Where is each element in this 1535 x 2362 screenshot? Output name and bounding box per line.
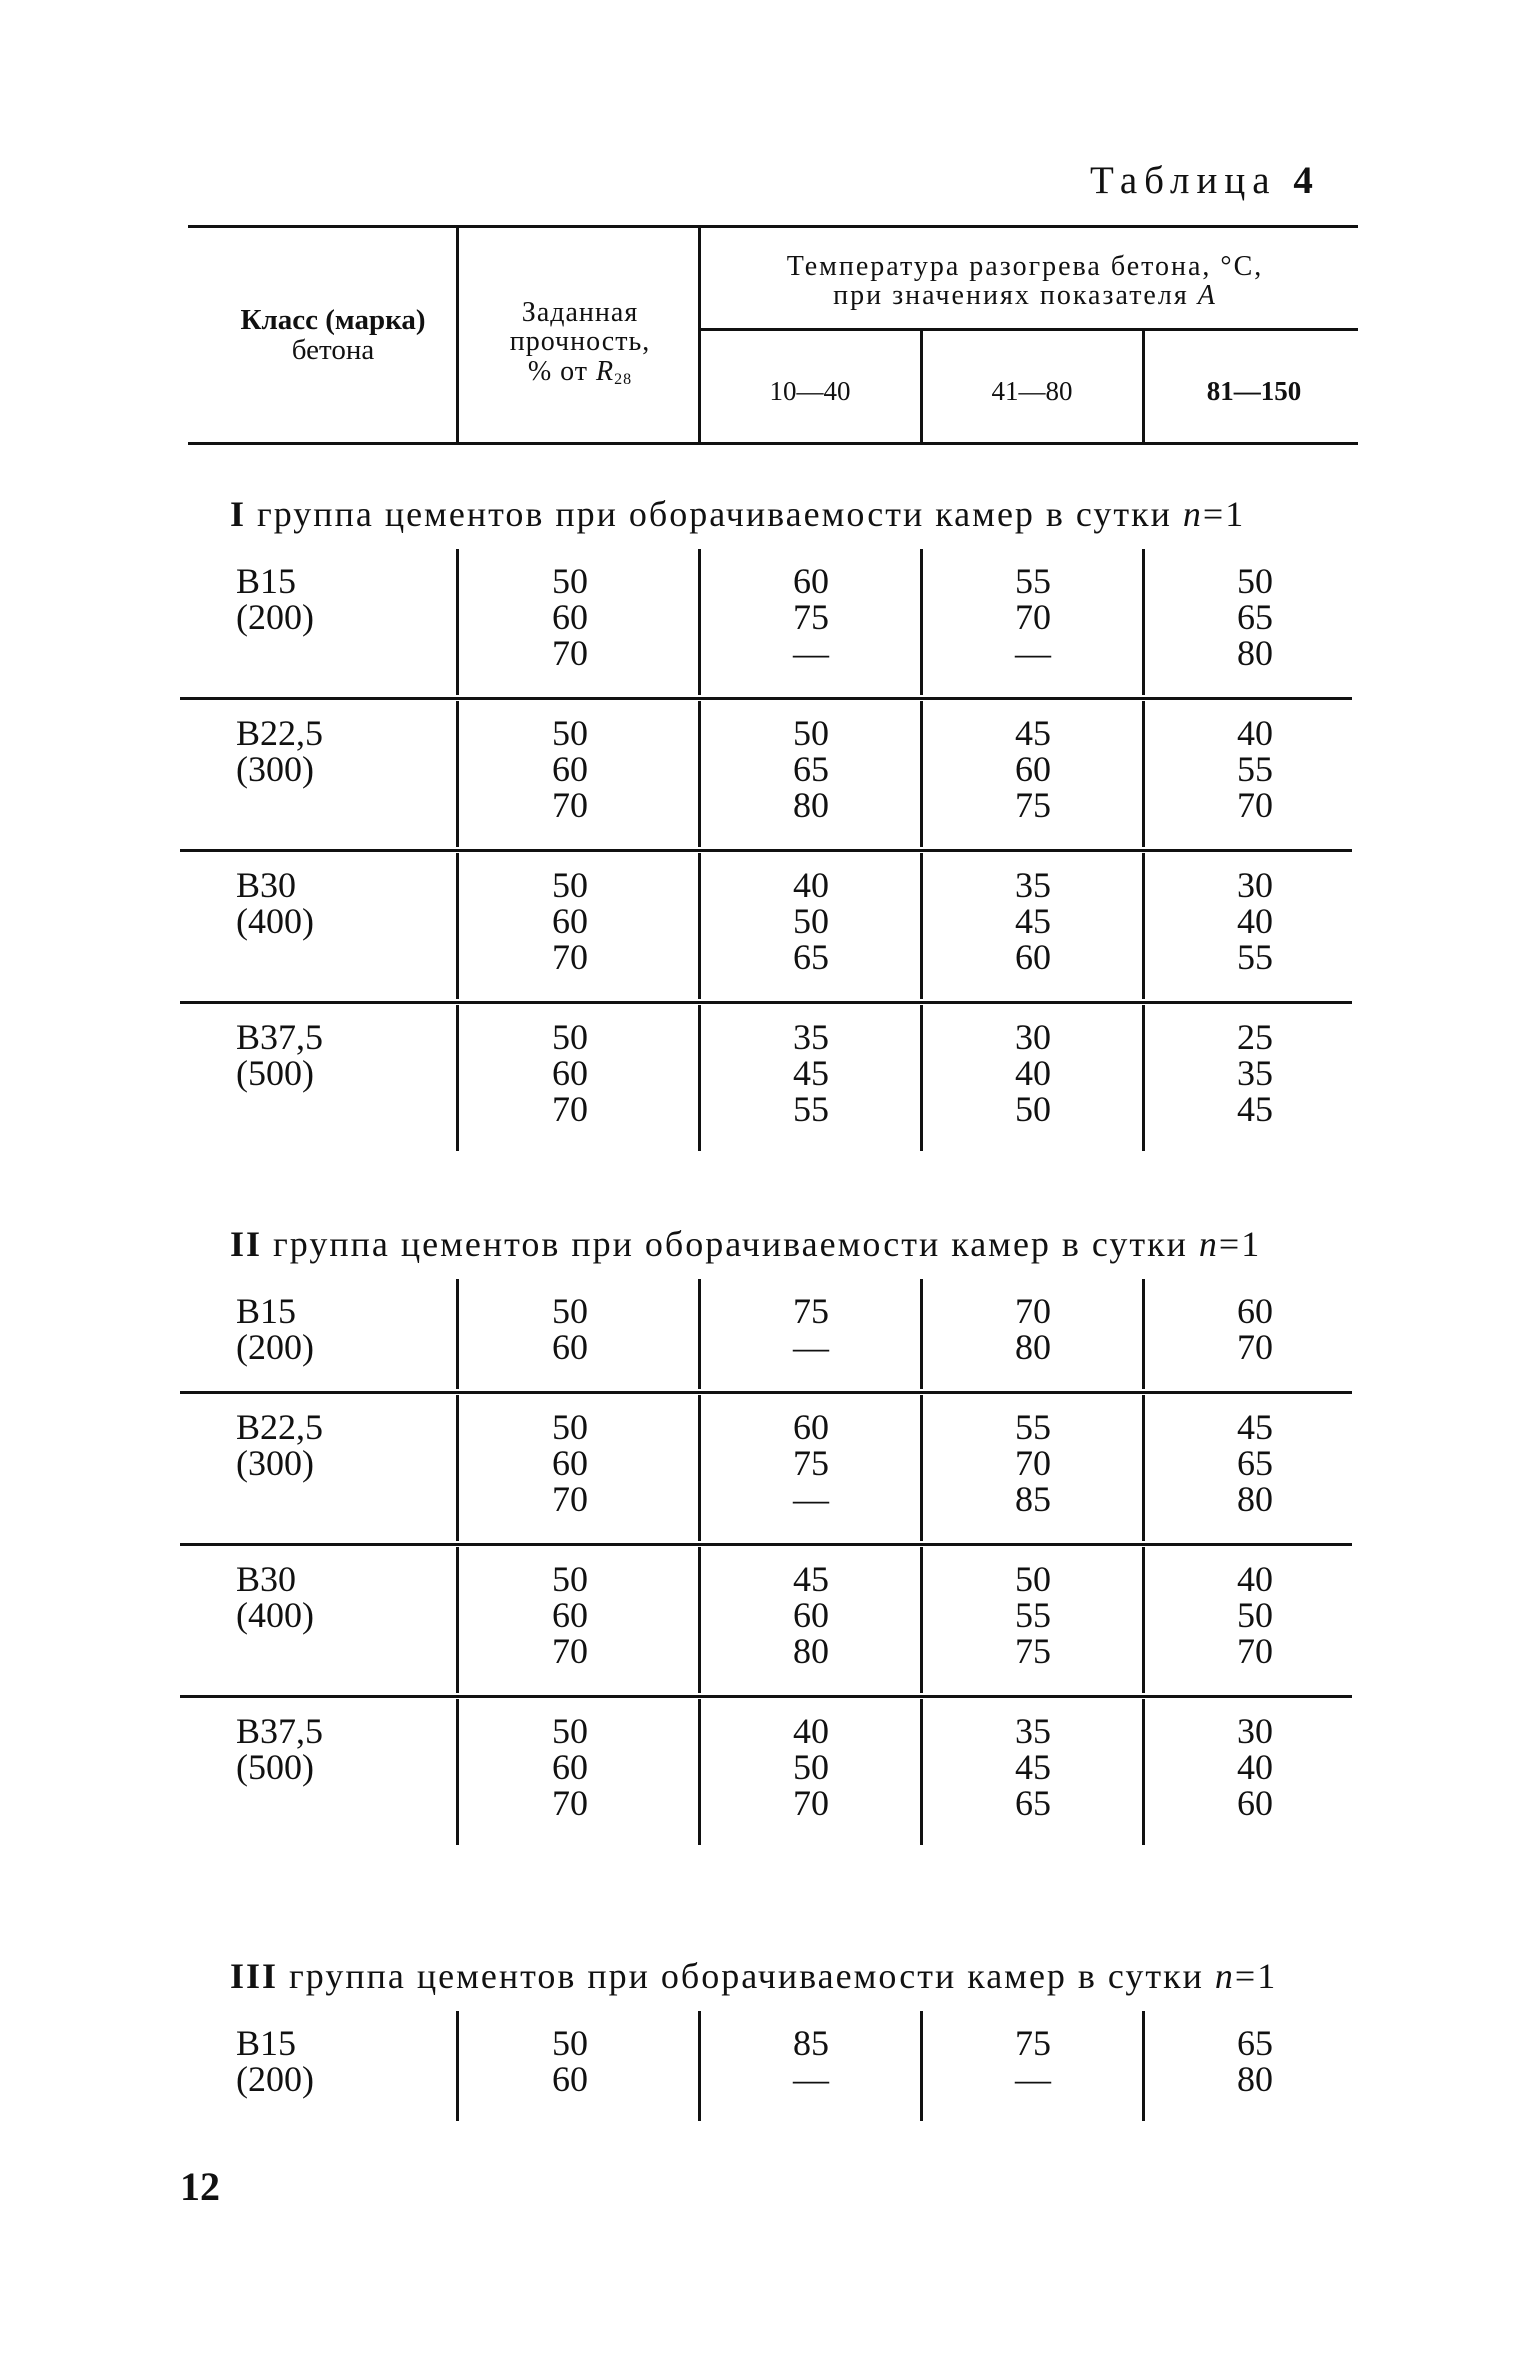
cell-temp-range-2-value: 75: [1015, 785, 1051, 825]
cell-temp-range-3: [1144, 1561, 1366, 1669]
column-divider: [698, 1005, 701, 1151]
cell-temp-range-3: [1144, 1019, 1366, 1127]
column-divider: [698, 2011, 701, 2121]
cell-concrete-class-value: B22,5: [236, 1407, 324, 1447]
cell-temp-range-2-value: 80: [1015, 1327, 1051, 1367]
header-heating-temperature-symbol: A: [1197, 280, 1217, 312]
cell-temp-range-1-value: 75: [793, 1291, 829, 1331]
cell-temp-range-3: [1144, 563, 1366, 671]
cell-temp-range-1-value: 65: [793, 749, 829, 789]
cell-temp-range-2-value: 30: [1015, 1017, 1051, 1057]
header-target-strength-line-2: прочность,: [509, 326, 651, 358]
cell-temp-range-2-value: 70: [1015, 1291, 1051, 1331]
cell-temp-range-2-value: 45: [1015, 901, 1051, 941]
cell-target-strength-value: 70: [552, 633, 588, 673]
cell-temp-range-2: [922, 1409, 1144, 1517]
cell-temp-range-1: [700, 867, 922, 975]
header-top-rule: [188, 225, 1358, 228]
cell-temp-range-2-value: 75: [1015, 2023, 1051, 2063]
header-target-strength-prefix: % от: [527, 355, 597, 387]
cell-temp-range-3-value: 25: [1237, 1017, 1273, 1057]
cell-concrete-class-value: B15: [236, 1291, 297, 1331]
group-heading-text: группа цементов при оборачиваемости камер в сутки: [278, 1956, 1215, 1996]
table-caption: [1090, 158, 1320, 203]
cell-temp-range-2: [922, 2025, 1144, 2097]
cell-temp-range-3: [1144, 1293, 1366, 1365]
header-heating-temperature: [700, 252, 1350, 311]
group-heading-text: группа цементов при оборачиваемости камер в сутки: [262, 1224, 1199, 1264]
cell-target-strength-value: 50: [552, 1407, 588, 1447]
cell-temp-range-3-value: 40: [1237, 1747, 1273, 1787]
cell-temp-range-3-value: 65: [1237, 597, 1273, 637]
cell-temp-range-1-value: 80: [793, 1631, 829, 1671]
cell-temp-range-1: [700, 1409, 922, 1517]
cell-target-strength: [470, 563, 670, 671]
cell-temp-range-3-value: 40: [1237, 1559, 1273, 1599]
cell-target-strength-value: 70: [552, 1089, 588, 1129]
cell-temp-range-2: [922, 1019, 1144, 1127]
cell-temp-range-3: [1144, 1409, 1366, 1517]
cell-temp-range-1-value: —: [793, 1479, 829, 1519]
cell-concrete-class: [236, 1293, 436, 1365]
cell-temp-range-1-value: 50: [793, 713, 829, 753]
cell-temp-range-3-value: 60: [1237, 1291, 1273, 1331]
cell-concrete-class-value: (400): [236, 1595, 314, 1635]
cell-temp-range-1-value: 35: [793, 1017, 829, 1057]
cell-target-strength-value: 60: [552, 1595, 588, 1635]
column-divider: [1142, 2011, 1145, 2121]
column-divider: [456, 701, 459, 847]
header-concrete-class: [188, 305, 478, 366]
header-heating-temperature-line-1: Температура разогрева бетона, °С,: [786, 251, 1264, 282]
column-divider: [1142, 1279, 1145, 1389]
cell-temp-range-1-value: 50: [793, 901, 829, 941]
cell-temp-range-1: [700, 2025, 922, 2097]
column-divider: [456, 2011, 459, 2121]
cell-temp-range-1: [700, 1561, 922, 1669]
cell-target-strength-value: 60: [552, 597, 588, 637]
cell-temp-range-1-value: 55: [793, 1089, 829, 1129]
cell-temp-range-3-value: 40: [1237, 713, 1273, 753]
column-divider: [456, 1395, 459, 1541]
cell-temp-range-1-value: 85: [793, 2023, 829, 2063]
cell-target-strength-value: 50: [552, 713, 588, 753]
header-heating-temperature-line-2: [700, 281, 1350, 310]
cell-temp-range-3-value: 60: [1237, 1783, 1273, 1823]
cell-target-strength: [470, 2025, 670, 2097]
cell-temp-range-2-value: 40: [1015, 1053, 1051, 1093]
column-divider: [456, 1699, 459, 1845]
column-divider: [1142, 1395, 1145, 1541]
cell-temp-range-3-value: 50: [1237, 1595, 1273, 1635]
cell-temp-range-3-value: 65: [1237, 1443, 1273, 1483]
cell-target-strength-value: 60: [552, 1053, 588, 1093]
table-caption-label: Таблица: [1090, 159, 1277, 202]
column-divider: [698, 1395, 701, 1541]
column-divider: [1142, 701, 1145, 847]
column-divider: [920, 1005, 923, 1151]
column-divider: [1142, 549, 1145, 695]
group-heading-roman: I: [230, 494, 247, 534]
group-heading-roman: III: [230, 1956, 279, 1996]
table-row: [0, 1001, 1535, 1153]
cell-temp-range-2-value: 55: [1015, 1407, 1051, 1447]
cell-temp-range-2-value: 70: [1015, 1443, 1051, 1483]
cell-temp-range-2-value: 45: [1015, 1747, 1051, 1787]
group-heading-variable: n: [1182, 494, 1203, 534]
cell-temp-range-1-value: 40: [793, 1711, 829, 1751]
table-row: [0, 849, 1535, 1001]
cell-concrete-class: [236, 563, 436, 635]
cell-target-strength: [470, 1713, 670, 1821]
cell-temp-range-1-value: 60: [793, 1595, 829, 1635]
cell-concrete-class-value: (400): [236, 901, 314, 941]
column-divider: [698, 1699, 701, 1845]
group-heading-equals: =1: [1234, 1956, 1278, 1996]
header-range-1: 10—40: [769, 376, 851, 406]
column-divider: [698, 1279, 701, 1389]
cell-temp-range-3: [1144, 1713, 1366, 1821]
cell-concrete-class-value: (200): [236, 1327, 314, 1367]
cell-temp-range-1-value: 60: [793, 561, 829, 601]
cell-temp-range-1-value: 45: [793, 1053, 829, 1093]
cell-concrete-class: [236, 715, 436, 787]
cell-target-strength-value: 50: [552, 1711, 588, 1751]
cell-temp-range-3-value: 35: [1237, 1053, 1273, 1093]
group-heading-roman: II: [230, 1224, 263, 1264]
column-divider: [920, 1279, 923, 1389]
cell-temp-range-1-value: 50: [793, 1747, 829, 1787]
cell-temp-range-1: [700, 1713, 922, 1821]
column-divider: [1142, 1699, 1145, 1845]
cell-target-strength: [470, 1409, 670, 1517]
cell-temp-range-1-value: —: [793, 2059, 829, 2099]
cell-target-strength-value: 60: [552, 901, 588, 941]
header-target-strength-line-1: Заданная: [521, 297, 639, 328]
header-concrete-class-line-2: бетона: [291, 334, 375, 367]
column-divider: [456, 549, 459, 695]
column-divider: [698, 701, 701, 847]
cell-temp-range-2-value: 35: [1015, 865, 1051, 905]
cell-temp-range-2: [922, 715, 1144, 823]
group-heading-variable: n: [1214, 1956, 1235, 1996]
column-divider: [456, 1279, 459, 1389]
cell-target-strength-value: 70: [552, 1783, 588, 1823]
cell-temp-range-1-value: 80: [793, 785, 829, 825]
page-number: 12: [180, 2164, 220, 2209]
column-divider: [1142, 1547, 1145, 1693]
group-heading-text: группа цементов при оборачиваемости камер в сутки: [246, 494, 1183, 534]
cell-temp-range-1-value: 60: [793, 1407, 829, 1447]
column-divider: [920, 549, 923, 695]
group-heading-equals: =1: [1202, 494, 1246, 534]
cell-target-strength-value: 60: [552, 2059, 588, 2099]
table-row: [0, 1391, 1535, 1543]
cell-temp-range-3-value: 45: [1237, 1407, 1273, 1447]
column-divider: [920, 701, 923, 847]
table-row: [0, 1275, 1535, 1391]
column-divider: [456, 1005, 459, 1151]
cell-target-strength-value: 60: [552, 1327, 588, 1367]
cell-temp-range-2-value: 55: [1015, 1595, 1051, 1635]
temperature-subheader-rule: [700, 328, 1358, 331]
cell-concrete-class-value: B30: [236, 1559, 297, 1599]
cell-target-strength-value: 70: [552, 1631, 588, 1671]
column-divider: [456, 853, 459, 999]
cell-target-strength-value: 50: [552, 865, 588, 905]
cell-target-strength-value: 50: [552, 1559, 588, 1599]
cell-temp-range-2-value: 50: [1015, 1559, 1051, 1599]
cell-temp-range-1: [700, 715, 922, 823]
cell-temp-range-3-value: 70: [1237, 1327, 1273, 1367]
cell-temp-range-3-value: 50: [1237, 561, 1273, 601]
cell-temp-range-2-value: —: [1015, 633, 1051, 673]
column-divider: [456, 1547, 459, 1693]
cell-temp-range-3-value: 80: [1237, 1479, 1273, 1519]
column-divider: [920, 853, 923, 999]
cell-concrete-class-value: B37,5: [236, 1017, 324, 1057]
cell-temp-range-1-value: 45: [793, 1559, 829, 1599]
cell-temp-range-2-value: —: [1015, 2059, 1051, 2099]
cell-target-strength-value: 60: [552, 749, 588, 789]
cell-target-strength-value: 50: [552, 2023, 588, 2063]
cell-temp-range-2-value: 65: [1015, 1783, 1051, 1823]
group-heading-equals: =1: [1218, 1224, 1262, 1264]
cell-concrete-class-value: (500): [236, 1747, 314, 1787]
column-divider: [920, 1547, 923, 1693]
cell-temp-range-3: [1144, 715, 1366, 823]
column-divider: [1142, 1005, 1145, 1151]
cell-target-strength: [470, 715, 670, 823]
cell-temp-range-3-value: 80: [1237, 2059, 1273, 2099]
cell-target-strength-value: 50: [552, 1017, 588, 1057]
cell-target-strength-value: 60: [552, 1443, 588, 1483]
column-divider: [698, 853, 701, 999]
cell-target-strength-value: 50: [552, 561, 588, 601]
cell-target-strength: [470, 867, 670, 975]
cell-target-strength-value: 50: [552, 1291, 588, 1331]
cell-target-strength-value: 60: [552, 1747, 588, 1787]
cell-concrete-class: [236, 1713, 436, 1785]
cell-temp-range-3-value: 30: [1237, 865, 1273, 905]
column-divider: [920, 2011, 923, 2121]
cell-target-strength-value: 70: [552, 1479, 588, 1519]
cell-temp-range-3-value: 45: [1237, 1089, 1273, 1129]
cell-temp-range-1-value: —: [793, 1327, 829, 1367]
cell-temp-range-2-value: 35: [1015, 1711, 1051, 1751]
table-row: [0, 1695, 1535, 1847]
cell-temp-range-3-value: 55: [1237, 749, 1273, 789]
cell-temp-range-1-value: 65: [793, 937, 829, 977]
cell-temp-range-1: [700, 1019, 922, 1127]
cell-concrete-class-value: B15: [236, 2023, 297, 2063]
cell-temp-range-2: [922, 563, 1144, 671]
cell-concrete-class-value: (300): [236, 749, 314, 789]
cell-temp-range-2-value: 55: [1015, 561, 1051, 601]
cell-concrete-class-value: B22,5: [236, 713, 324, 753]
column-divider: [698, 1547, 701, 1693]
cell-temp-range-2: [922, 867, 1144, 975]
cell-temp-range-2-value: 75: [1015, 1631, 1051, 1671]
cell-temp-range-2-value: 50: [1015, 1089, 1051, 1129]
group-heading: [230, 1955, 1340, 1997]
group-heading: [230, 493, 1340, 535]
header-heating-temperature-prefix: при значениях показателя: [833, 280, 1198, 312]
header-target-strength-symbol: R: [596, 355, 615, 387]
header-range-2: 41—80: [991, 376, 1073, 406]
cell-temp-range-3-value: 40: [1237, 901, 1273, 941]
cell-concrete-class-value: B30: [236, 865, 297, 905]
cell-concrete-class-value: (200): [236, 597, 314, 637]
cell-temp-range-2: [922, 1561, 1144, 1669]
cell-target-strength-value: 70: [552, 937, 588, 977]
table-row: [0, 545, 1535, 697]
cell-concrete-class: [236, 2025, 436, 2097]
cell-temp-range-3: [1144, 867, 1366, 975]
cell-concrete-class-value: (500): [236, 1053, 314, 1093]
table-row: [0, 697, 1535, 849]
cell-temp-range-1-value: 70: [793, 1783, 829, 1823]
group-heading: [230, 1223, 1340, 1265]
cell-concrete-class: [236, 1561, 436, 1633]
cell-temp-range-1-value: —: [793, 633, 829, 673]
column-divider: [698, 549, 701, 695]
group-heading-variable: n: [1198, 1224, 1219, 1264]
cell-target-strength: [470, 1293, 670, 1365]
cell-temp-range-3: [1144, 2025, 1366, 2097]
table-row: [0, 2007, 1535, 2123]
cell-temp-range-1-value: 75: [793, 1443, 829, 1483]
cell-temp-range-2: [922, 1713, 1144, 1821]
cell-temp-range-2-value: 60: [1015, 937, 1051, 977]
cell-temp-range-2-value: 45: [1015, 713, 1051, 753]
cell-temp-range-3-value: 70: [1237, 785, 1273, 825]
cell-temp-range-2-value: 70: [1015, 597, 1051, 637]
cell-temp-range-1-value: 75: [793, 597, 829, 637]
cell-target-strength-value: 70: [552, 785, 588, 825]
cell-temp-range-2-value: 60: [1015, 749, 1051, 789]
cell-temp-range-3-value: 70: [1237, 1631, 1273, 1671]
column-divider: [1142, 853, 1145, 999]
cell-concrete-class-value: B15: [236, 561, 297, 601]
cell-target-strength: [470, 1019, 670, 1127]
cell-concrete-class-value: B37,5: [236, 1711, 324, 1751]
cell-temp-range-3-value: 80: [1237, 633, 1273, 673]
header-target-strength-line-3: [470, 357, 690, 389]
cell-temp-range-3-value: 30: [1237, 1711, 1273, 1751]
table-caption-number: 4: [1293, 159, 1320, 202]
cell-temp-range-2: [922, 1293, 1144, 1365]
cell-concrete-class-value: (300): [236, 1443, 314, 1483]
cell-concrete-class: [236, 1019, 436, 1091]
column-divider: [920, 1395, 923, 1541]
cell-temp-range-3-value: 65: [1237, 2023, 1273, 2063]
cell-concrete-class: [236, 1409, 436, 1481]
cell-temp-range-3-value: 55: [1237, 937, 1273, 977]
header-target-strength: [470, 298, 690, 389]
cell-concrete-class-value: (200): [236, 2059, 314, 2099]
cell-target-strength: [470, 1561, 670, 1669]
cell-concrete-class: [236, 867, 436, 939]
cell-temp-range-1-value: 40: [793, 865, 829, 905]
cell-temp-range-2-value: 85: [1015, 1479, 1051, 1519]
table-row: [0, 1543, 1535, 1695]
header-concrete-class-line-1: Класс (марка): [240, 304, 426, 336]
header-target-strength-subscript: 28: [614, 370, 633, 388]
cell-temp-range-1: [700, 563, 922, 671]
column-divider: [920, 1699, 923, 1845]
cell-temp-range-1: [700, 1293, 922, 1365]
header-bottom-rule: [188, 442, 1358, 445]
header-range-3: 81—150: [1206, 376, 1302, 406]
